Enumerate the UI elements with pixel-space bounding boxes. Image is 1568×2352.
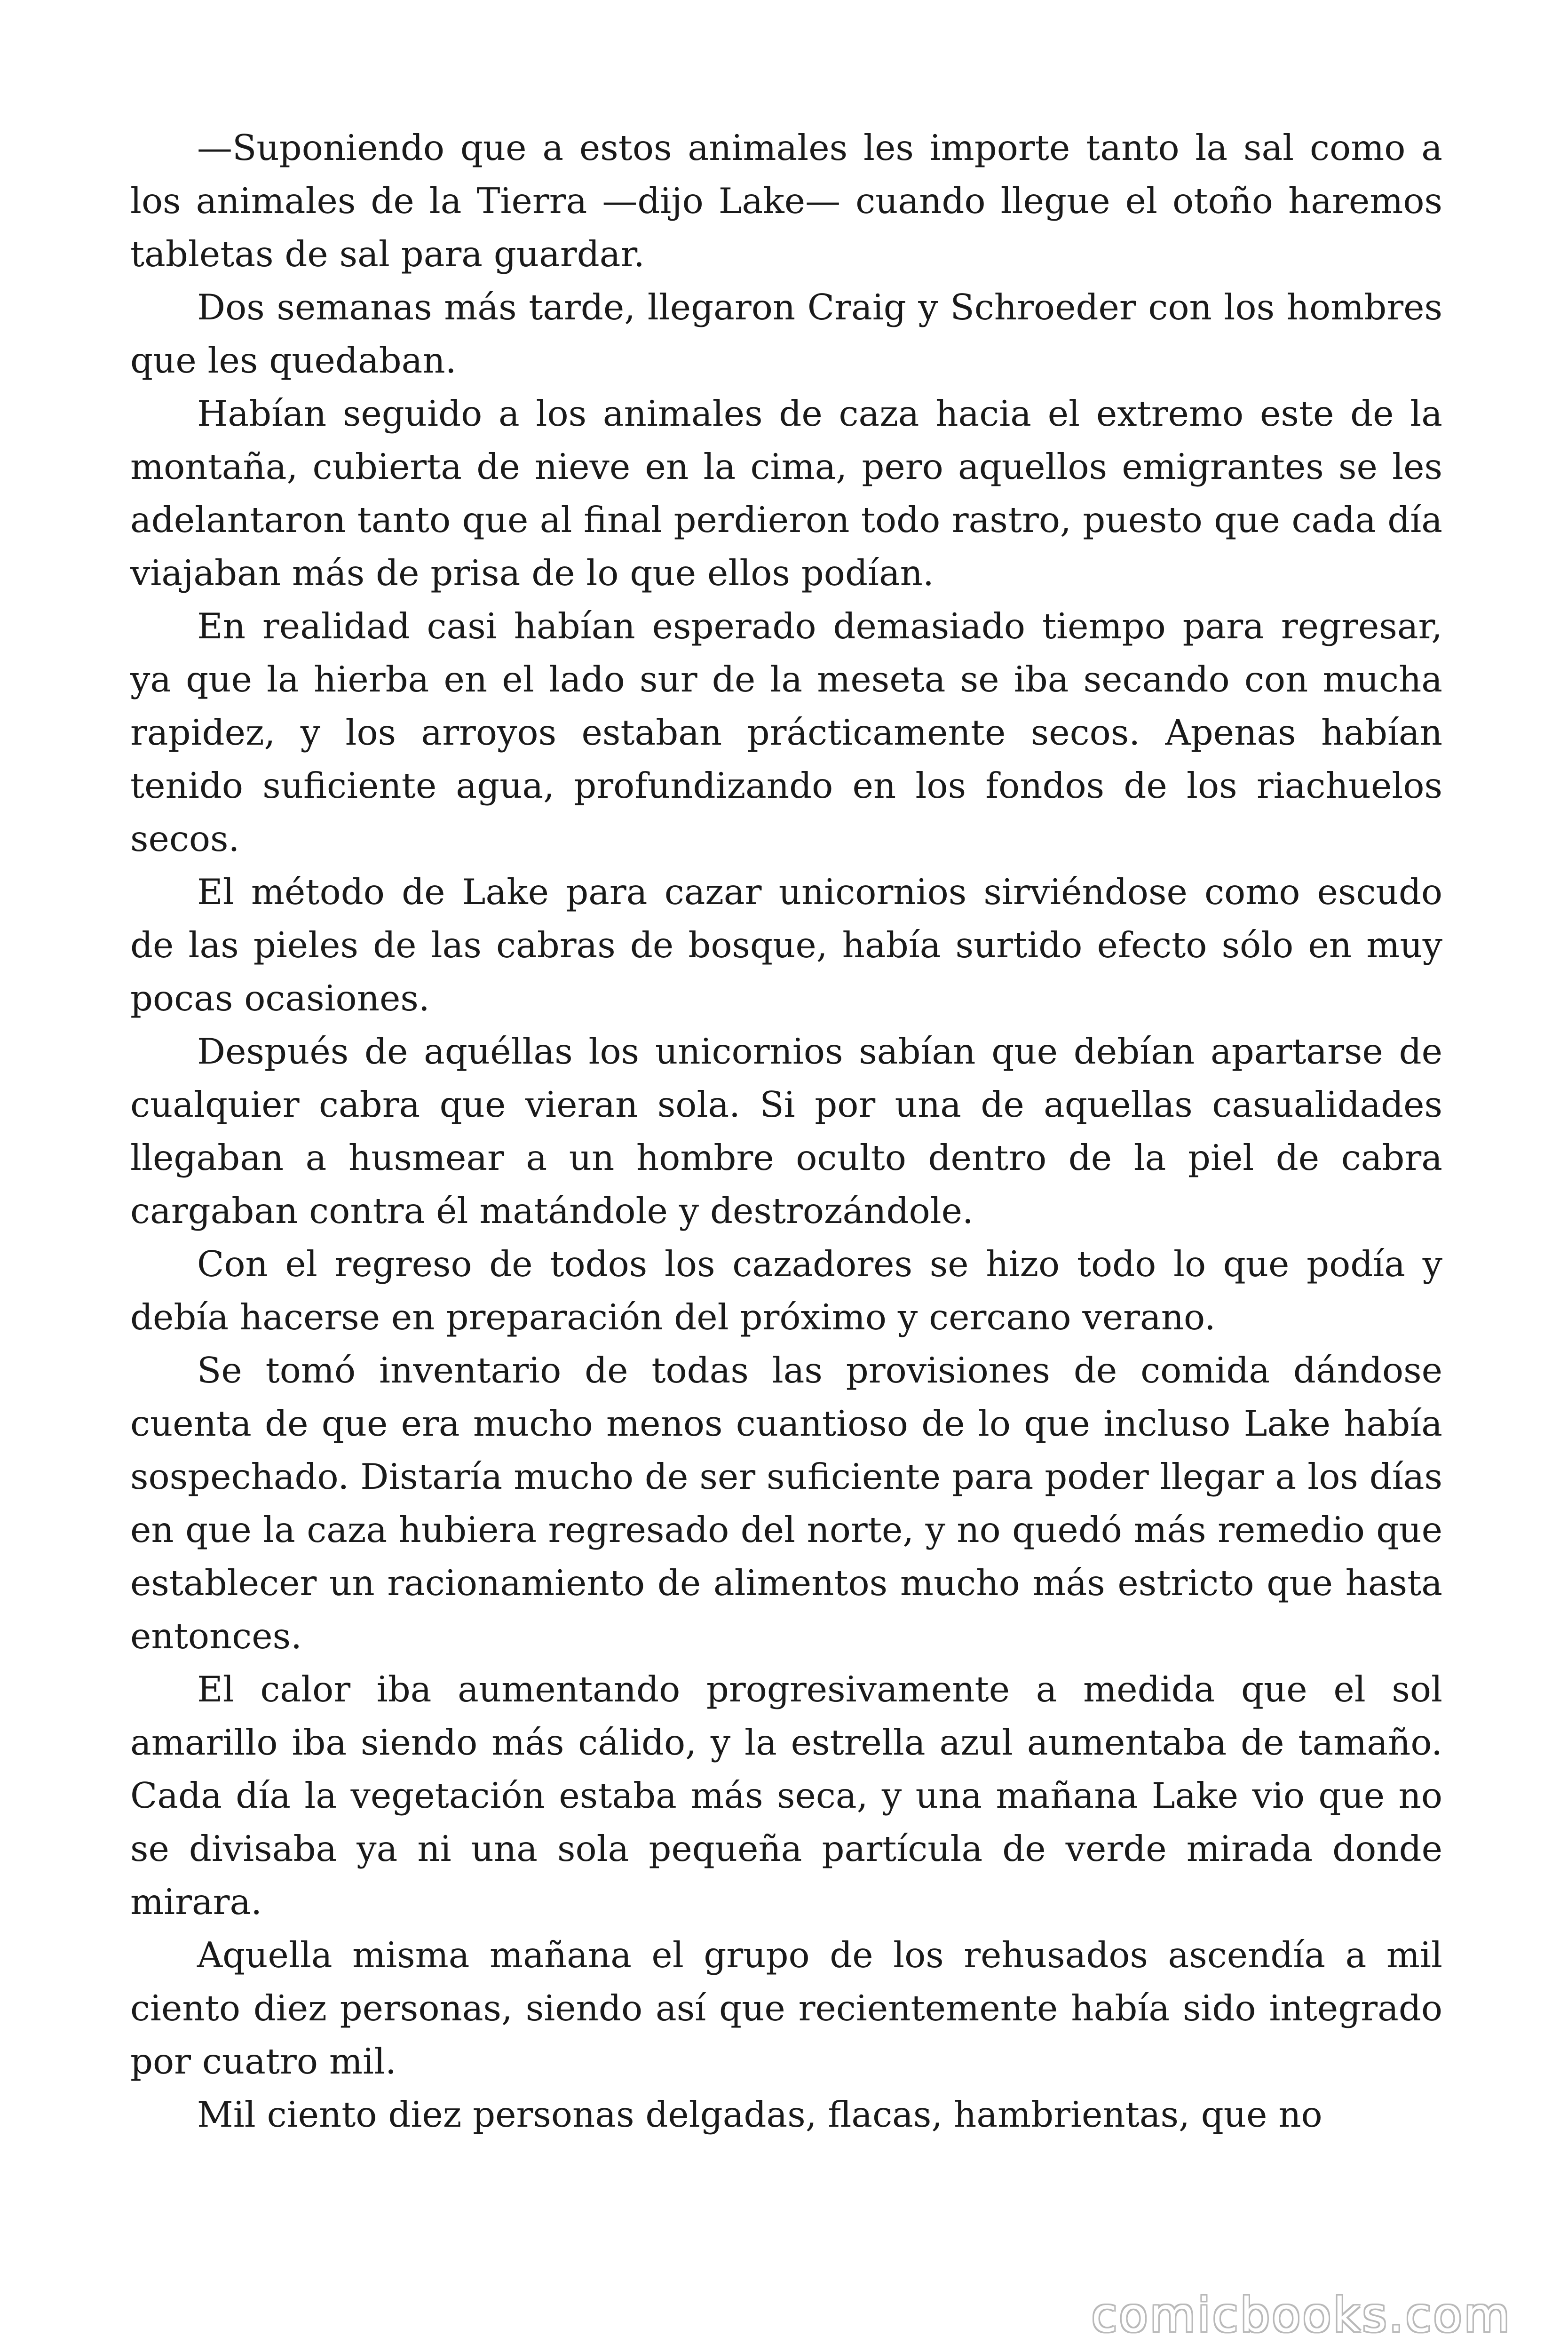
page-body [130, 121, 1442, 2141]
paragraph: El calor iba aumentando progresivamente a medida que el sol amarillo iba siendo más cálido, y la estrella azul aumentaba de tamaño. Cada día la vegetación estaba más seca, y una mañana Lake vio que no se divisaba ya ni una sola pequeña partícula de verde mirada donde mirara. [130, 1669, 1442, 1923]
paragraph: Después de aquéllas los unicornios sabían que debían apartarse de cualquier cabra que vieran sola. Si por una de aquellas casualidades llegaban a husmear a un hombre oculto dentro de la piel de cabra cargaban contra él matándole y destrozándole. [130, 1031, 1442, 1232]
paragraph: Con el regreso de todos los cazadores se hizo todo lo que podía y debía hacerse en preparación del próximo y cercano verano. [130, 1243, 1442, 1338]
paragraph: Habían seguido a los animales de caza hacia el extremo este de la montaña, cubierta de nieve en la cima, pero aquellos emigrantes se les adelantaron tanto que al final perdieron todo rastro, puesto que cada día viajaban más de prisa de lo que ellos podían. [130, 393, 1442, 594]
paragraph: El método de Lake para cazar unicornios sirviéndose como escudo de las pieles de las cabras de bosque, había surtido efecto sólo en muy pocas ocasiones. [130, 871, 1442, 1019]
paragraph: Se tomó inventario de todas las provisiones de comida dándose cuenta de que era mucho menos cuantioso de lo que incluso Lake había sospechado. Distaría mucho de ser suficiente para poder llegar a los días en que la caza hubiera regresado del norte, y no quedó más remedio que establecer un racionamiento de alimentos mucho más estricto que hasta entonces. [130, 1350, 1442, 1657]
paragraph: En realidad casi habían esperado demasiado tiempo para regresar, ya que la hierba en el lado sur de la meseta se iba secando con mucha rapidez, y los arroyos estaban prácticamente secos. Apenas habían tenido suficiente agua, profundizando en los fondos de los riachuelos secos. [130, 605, 1442, 859]
watermark: comicbooks.com [1091, 2288, 1512, 2343]
paragraph: Mil ciento diez personas delgadas, flacas, hambrientas, que no [197, 2094, 1323, 2135]
paragraph: —Suponiendo que a estos animales les importe tanto la sal como a los animales de la Tierra —dijo Lake— cuando llegue el otoño haremos tabletas de sal para guardar. [130, 127, 1442, 275]
paragraph: Dos semanas más tarde, llegaron Craig y Schroeder con los hombres que les quedaban. [130, 286, 1442, 381]
paragraph: Aquella misma mañana el grupo de los rehusados ascendía a mil ciento diez personas, siendo así que recientemente había sido integrado por cuatro mil. [130, 1934, 1442, 2082]
